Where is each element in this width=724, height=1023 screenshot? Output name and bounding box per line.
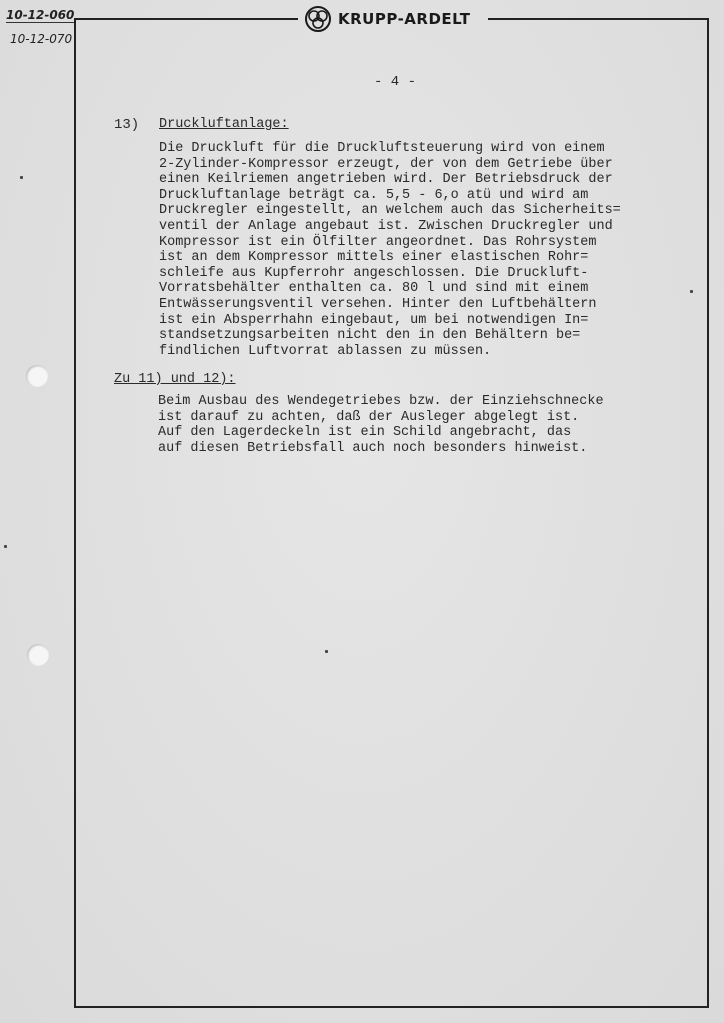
paragraph-line: Druckregler eingestellt, an welchem auch das Sicherheits=: [159, 203, 621, 219]
paragraph-line: ist an dem Kompressor mittels einer elastischen Rohr=: [159, 250, 589, 266]
paragraph-line: standsetzungsarbeiten nicht den in den Behältern be=: [159, 328, 581, 344]
handwritten-code-1: 10-12-060: [6, 8, 75, 22]
company-name: KRUPP-ARDELT: [338, 10, 471, 28]
frame-top-right-line: [488, 18, 708, 20]
company-logo: [304, 6, 470, 32]
frame-right-line: [707, 18, 709, 1008]
section-13-paragraph: [159, 141, 679, 359]
section-number: 13): [114, 117, 140, 133]
paragraph-line: Vorratsbehälter enthalten ca. 80 l und sind mit einem: [159, 281, 589, 297]
krupp-rings-icon: [304, 6, 332, 32]
frame-left-line: [74, 18, 76, 1008]
paragraph-line: Entwässerungsventil versehen. Hinter den Luftbehältern: [159, 296, 597, 312]
paragraph-line: ist ein Absperrhahn eingebaut, um bei notwendigen In=: [159, 312, 589, 328]
scan-speck: [325, 650, 328, 653]
punch-hole-top: [26, 365, 48, 387]
paragraph-line: einen Keilriemen angetrieben wird. Der Betriebsdruck der: [159, 172, 613, 188]
paragraph-line: 2-Zylinder-Kompressor erzeugt, der von dem Getriebe über: [159, 156, 613, 172]
section-heading-2: Zu 11) und 12):: [114, 372, 236, 387]
frame-bottom-line: [74, 1006, 709, 1008]
handwritten-code-2: 10-12-070: [10, 32, 73, 46]
paragraph-line: ist darauf zu achten, daß der Ausleger abgelegt ist.: [158, 409, 580, 425]
paragraph-line: ventil der Anlage angebaut ist. Zwischen Druckregler und: [159, 218, 613, 234]
paragraph-line: schleife aus Kupferrohr angeschlossen. Die Druckluft-: [159, 265, 589, 281]
section-heading: Druckluftanlage:: [159, 117, 289, 132]
page-number: - 4 -: [374, 74, 417, 90]
paragraph-line: Beim Ausbau des Wendegetriebes bzw. der Einziehschnecke: [158, 394, 604, 409]
paragraph-line: Die Druckluft für die Druckluftsteuerung wird von einem: [159, 141, 605, 156]
scan-speck: [4, 545, 7, 548]
punch-hole-bottom: [27, 644, 49, 666]
scan-speck: [20, 176, 23, 179]
paragraph-line: findlichen Luftvorrat ablassen zu müssen.: [159, 343, 492, 359]
paragraph-line: Kompressor ist ein Ölfilter angeordnet. Das Rohrsystem: [159, 234, 597, 250]
paragraph-line: auf diesen Betriebsfall auch noch besonders hinweist.: [158, 440, 588, 456]
scan-speck: [690, 290, 693, 293]
section-11-12-paragraph: [158, 394, 678, 456]
paragraph-line: Auf den Lagerdeckeln ist ein Schild angebracht, das: [158, 425, 572, 441]
frame-top-left-line: [76, 18, 298, 20]
paragraph-line: Druckluftanlage beträgt ca. 5,5 - 6,o atü und wird am: [159, 187, 589, 203]
